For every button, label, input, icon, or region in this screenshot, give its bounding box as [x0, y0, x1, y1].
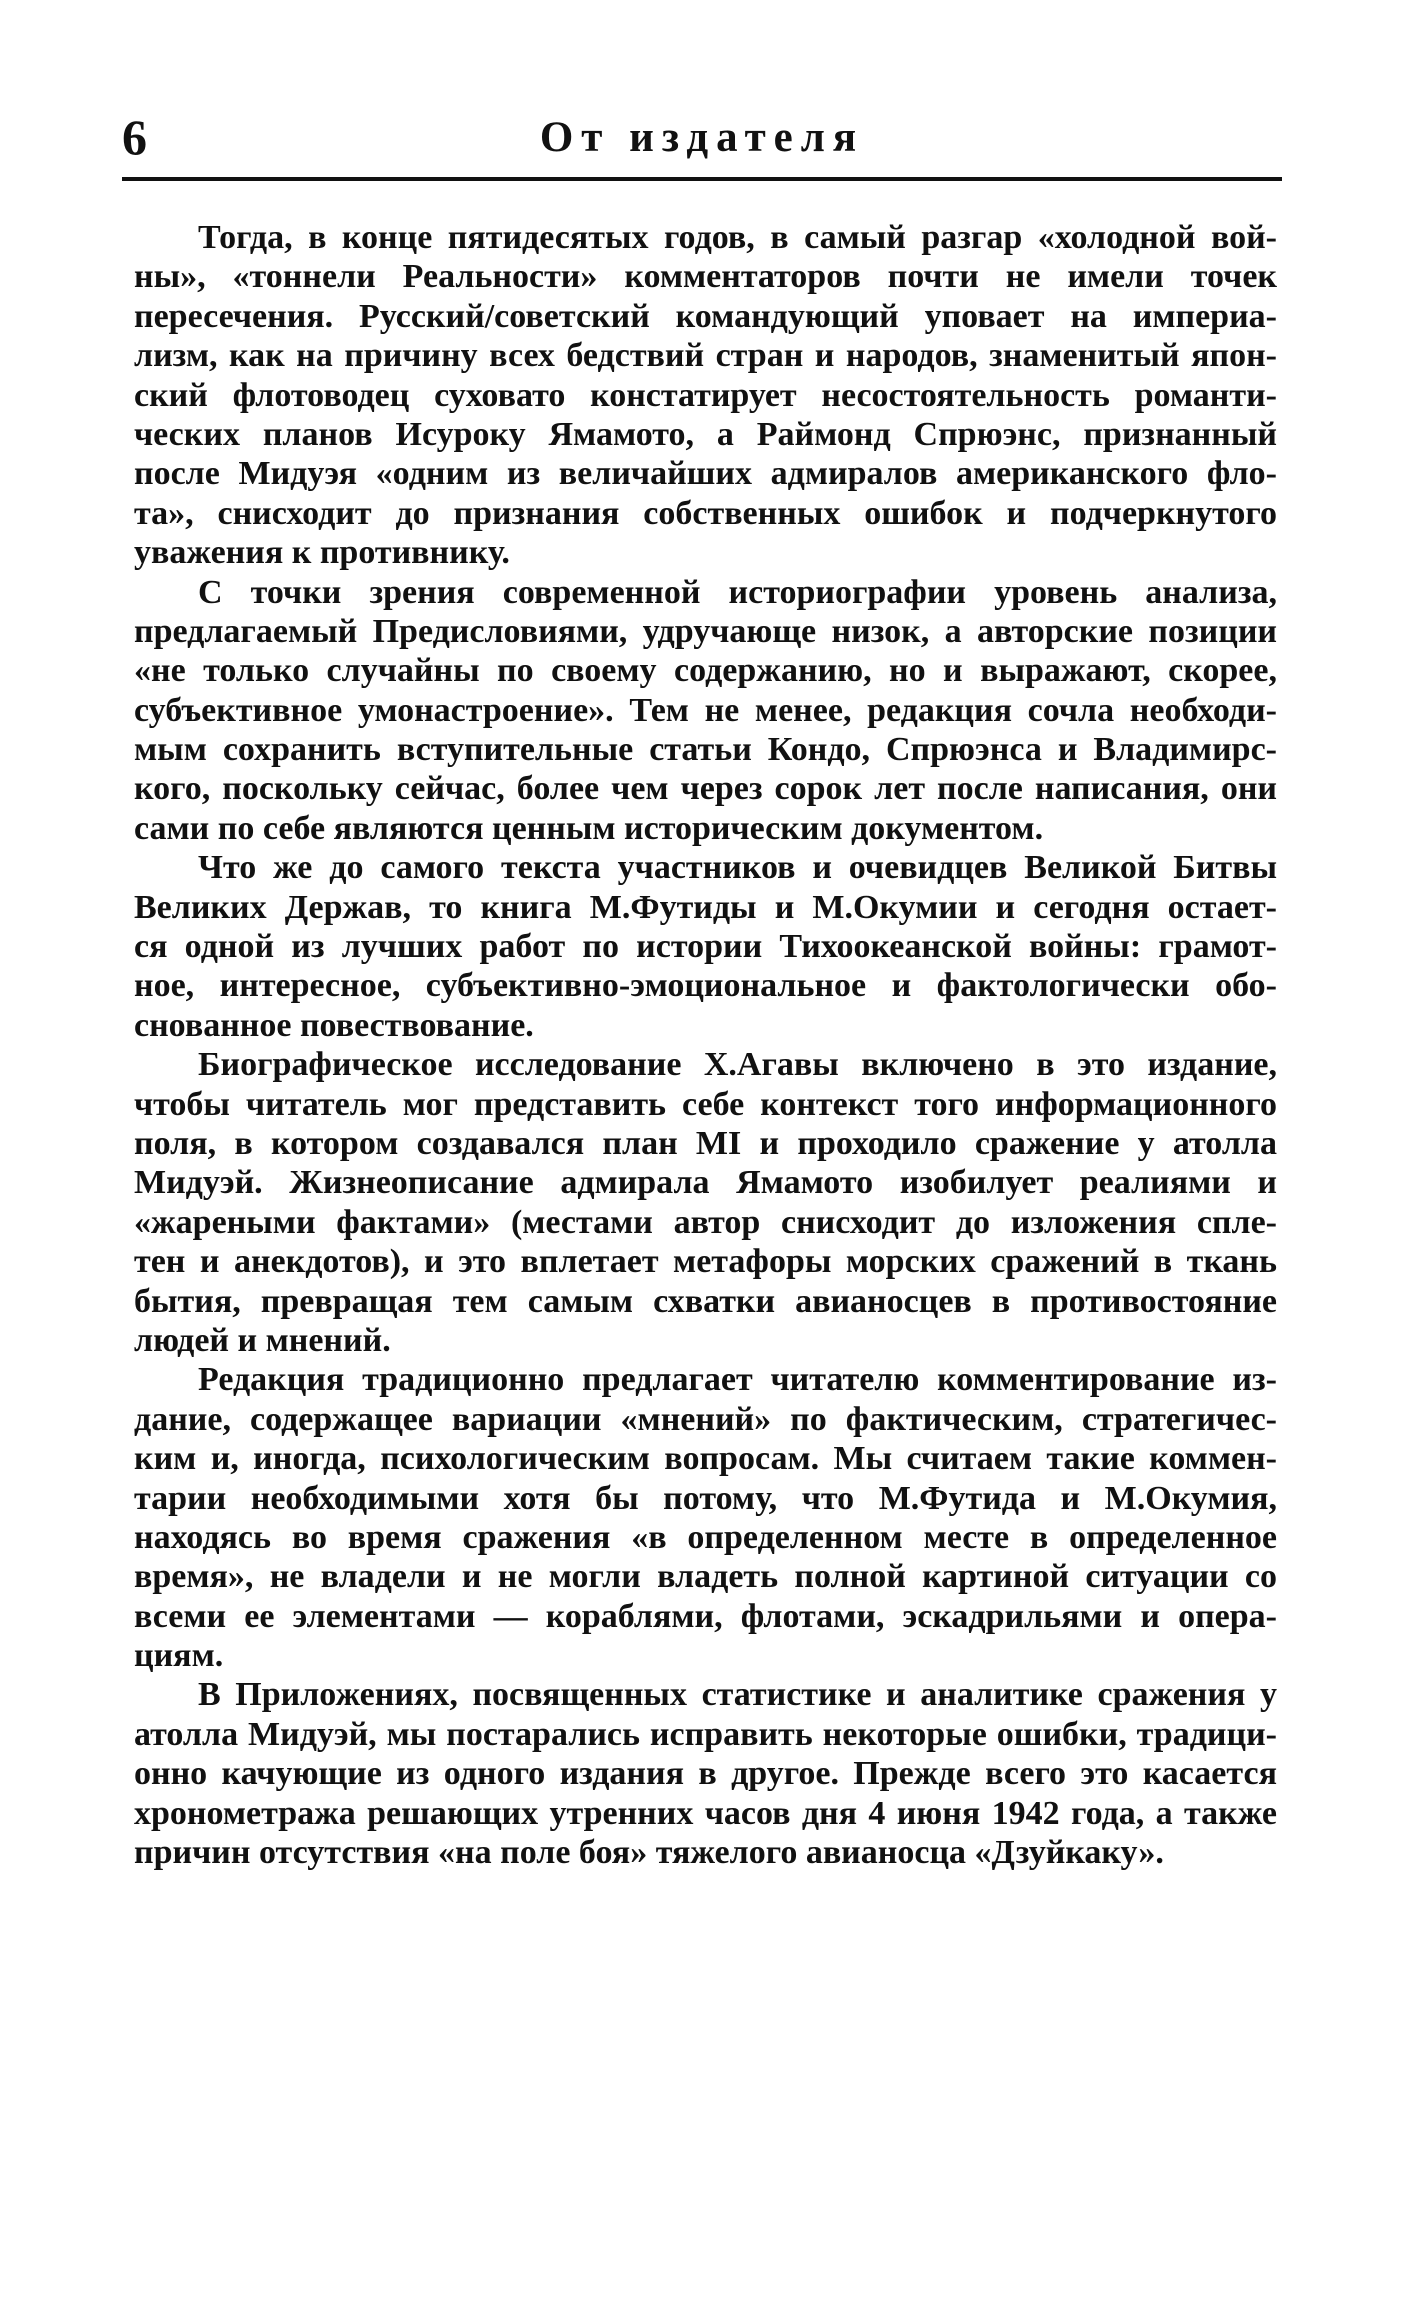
text-line: «не только случайны по своему содержанию, но и выражают, скорее, — [134, 652, 1277, 690]
text-line: ский флотоводец суховато констатирует несостоятельность романти- — [134, 376, 1277, 414]
running-head — [122, 104, 1282, 174]
paragraph-5 — [134, 1360, 1277, 1675]
text-line: чтобы читатель мог представить себе контекст того информационного — [134, 1085, 1277, 1123]
text-line: субъективное умонастроение». Тем не менее, редакция сочла необходи- — [134, 691, 1277, 729]
text-line: ким и, иногда, психологическим вопросам. Мы считаем такие коммен- — [134, 1440, 1277, 1478]
text-line: хронометража решающих утренних часов дня 4 июня 1942 года, а также — [134, 1794, 1277, 1832]
text-line: ное, интересное, субъективно-эмоциональное и фактологически обо- — [134, 967, 1277, 1005]
text-line: Мидуэй. Жизнеописание адмирала Ямамото изобилует реалиями и — [134, 1164, 1277, 1202]
text-line: В Приложениях, посвященных статистике и аналитике сражения у — [198, 1676, 1277, 1714]
text-line: циям. — [134, 1637, 224, 1675]
text-line: ся одной из лучших работ по истории Тихоокеанской войны: грамот- — [134, 928, 1277, 966]
paragraph-1 — [134, 218, 1277, 573]
text-line: ны», «тоннели Реальности» комментаторов почти не имели точек — [134, 258, 1277, 296]
text-line: время», не владели и не могли владеть полной картиной ситуации со — [134, 1558, 1277, 1596]
page-number: 6 — [122, 109, 147, 165]
text-line: Великих Держав, то книга М.Футиды и М.Окумии и сегодня остает- — [134, 888, 1277, 926]
text-line: Тогда, в конце пятидесятых годов, в самый разгар «холодной вой- — [198, 219, 1277, 256]
text-line: «жареными фактами» (местами автор снисходит до изложения спле- — [134, 1203, 1277, 1241]
text-line: кого, поскольку сейчас, более чем через сорок лет после написания, они — [134, 770, 1277, 808]
text-line: причин отсутствия «на поле боя» тяжелого авианосца «Дзуйкаку». — [134, 1834, 1164, 1872]
text-line: С точки зрения современной историографии уровень анализа, — [198, 573, 1277, 611]
body-text — [134, 218, 1277, 1872]
text-line: сами по себе являются ценным историческим документом. — [134, 809, 1044, 847]
text-line: мым сохранить вступительные статьи Кондо, Спрюэнса и Владимирс- — [134, 731, 1277, 769]
text-line: та», снисходит до признания собственных ошибок и подчеркнутого — [134, 494, 1277, 532]
section-title: От издателя — [539, 114, 865, 161]
text-line: тарии необходимыми хотя бы потому, что М.Футида и М.Окумия, — [134, 1479, 1277, 1517]
text-line: всеми ее элементами — кораблями, флотами, эскадрильями и опера- — [134, 1597, 1277, 1635]
text-line: снованное повествование. — [134, 1006, 534, 1044]
text-line: атолла Мидуэй, мы постарались исправить некоторые ошибки, традици- — [134, 1715, 1277, 1753]
paragraph-4 — [134, 1045, 1277, 1360]
text-line: людей и мнений. — [134, 1321, 391, 1359]
text-line: находясь во время сражения «в определенном месте в определенное — [134, 1518, 1277, 1556]
paragraph-3 — [134, 848, 1277, 1045]
text-line: пересечения. Русский/советский командующий уповает на империа- — [134, 297, 1277, 335]
paragraph-6 — [134, 1675, 1277, 1872]
text-line: тен и анекдотов), и это вплетает метафоры морских сражений в ткань — [134, 1243, 1277, 1281]
text-line: Что же до самого текста участников и очевидцев Великой Битвы — [198, 849, 1277, 887]
header-rule — [122, 177, 1282, 181]
text-line: поля, в котором создавался план MI и проходило сражение у атолла — [134, 1124, 1277, 1162]
text-line: дание, содержащее вариации «мнений» по фактическим, стратегичес- — [134, 1400, 1277, 1438]
text-line: бытия, превращая тем самым схватки авианосцев в противостояние — [134, 1282, 1277, 1320]
text-line: Редакция традиционно предлагает читателю комментирование из- — [198, 1361, 1277, 1399]
text-line: ческих планов Исуроку Ямамото, а Раймонд Спрюэнс, признанный — [134, 415, 1277, 453]
text-line: после Мидуэя «одним из величайших адмиралов американского фло- — [134, 455, 1277, 493]
paragraph-2 — [134, 573, 1277, 849]
text-line: лизм, как на причину всех бедствий стран и народов, знаменитый япон- — [134, 337, 1277, 375]
text-line: уважения к противнику. — [134, 534, 510, 572]
text-line: онно качующие из одного издания в другое. Прежде всего это касается — [134, 1755, 1277, 1793]
text-line: Биографическое исследование Х.Агавы включено в это издание, — [198, 1046, 1277, 1084]
text-line: предлагаемый Предисловиями, удручающе низок, а авторские позиции — [134, 612, 1277, 650]
